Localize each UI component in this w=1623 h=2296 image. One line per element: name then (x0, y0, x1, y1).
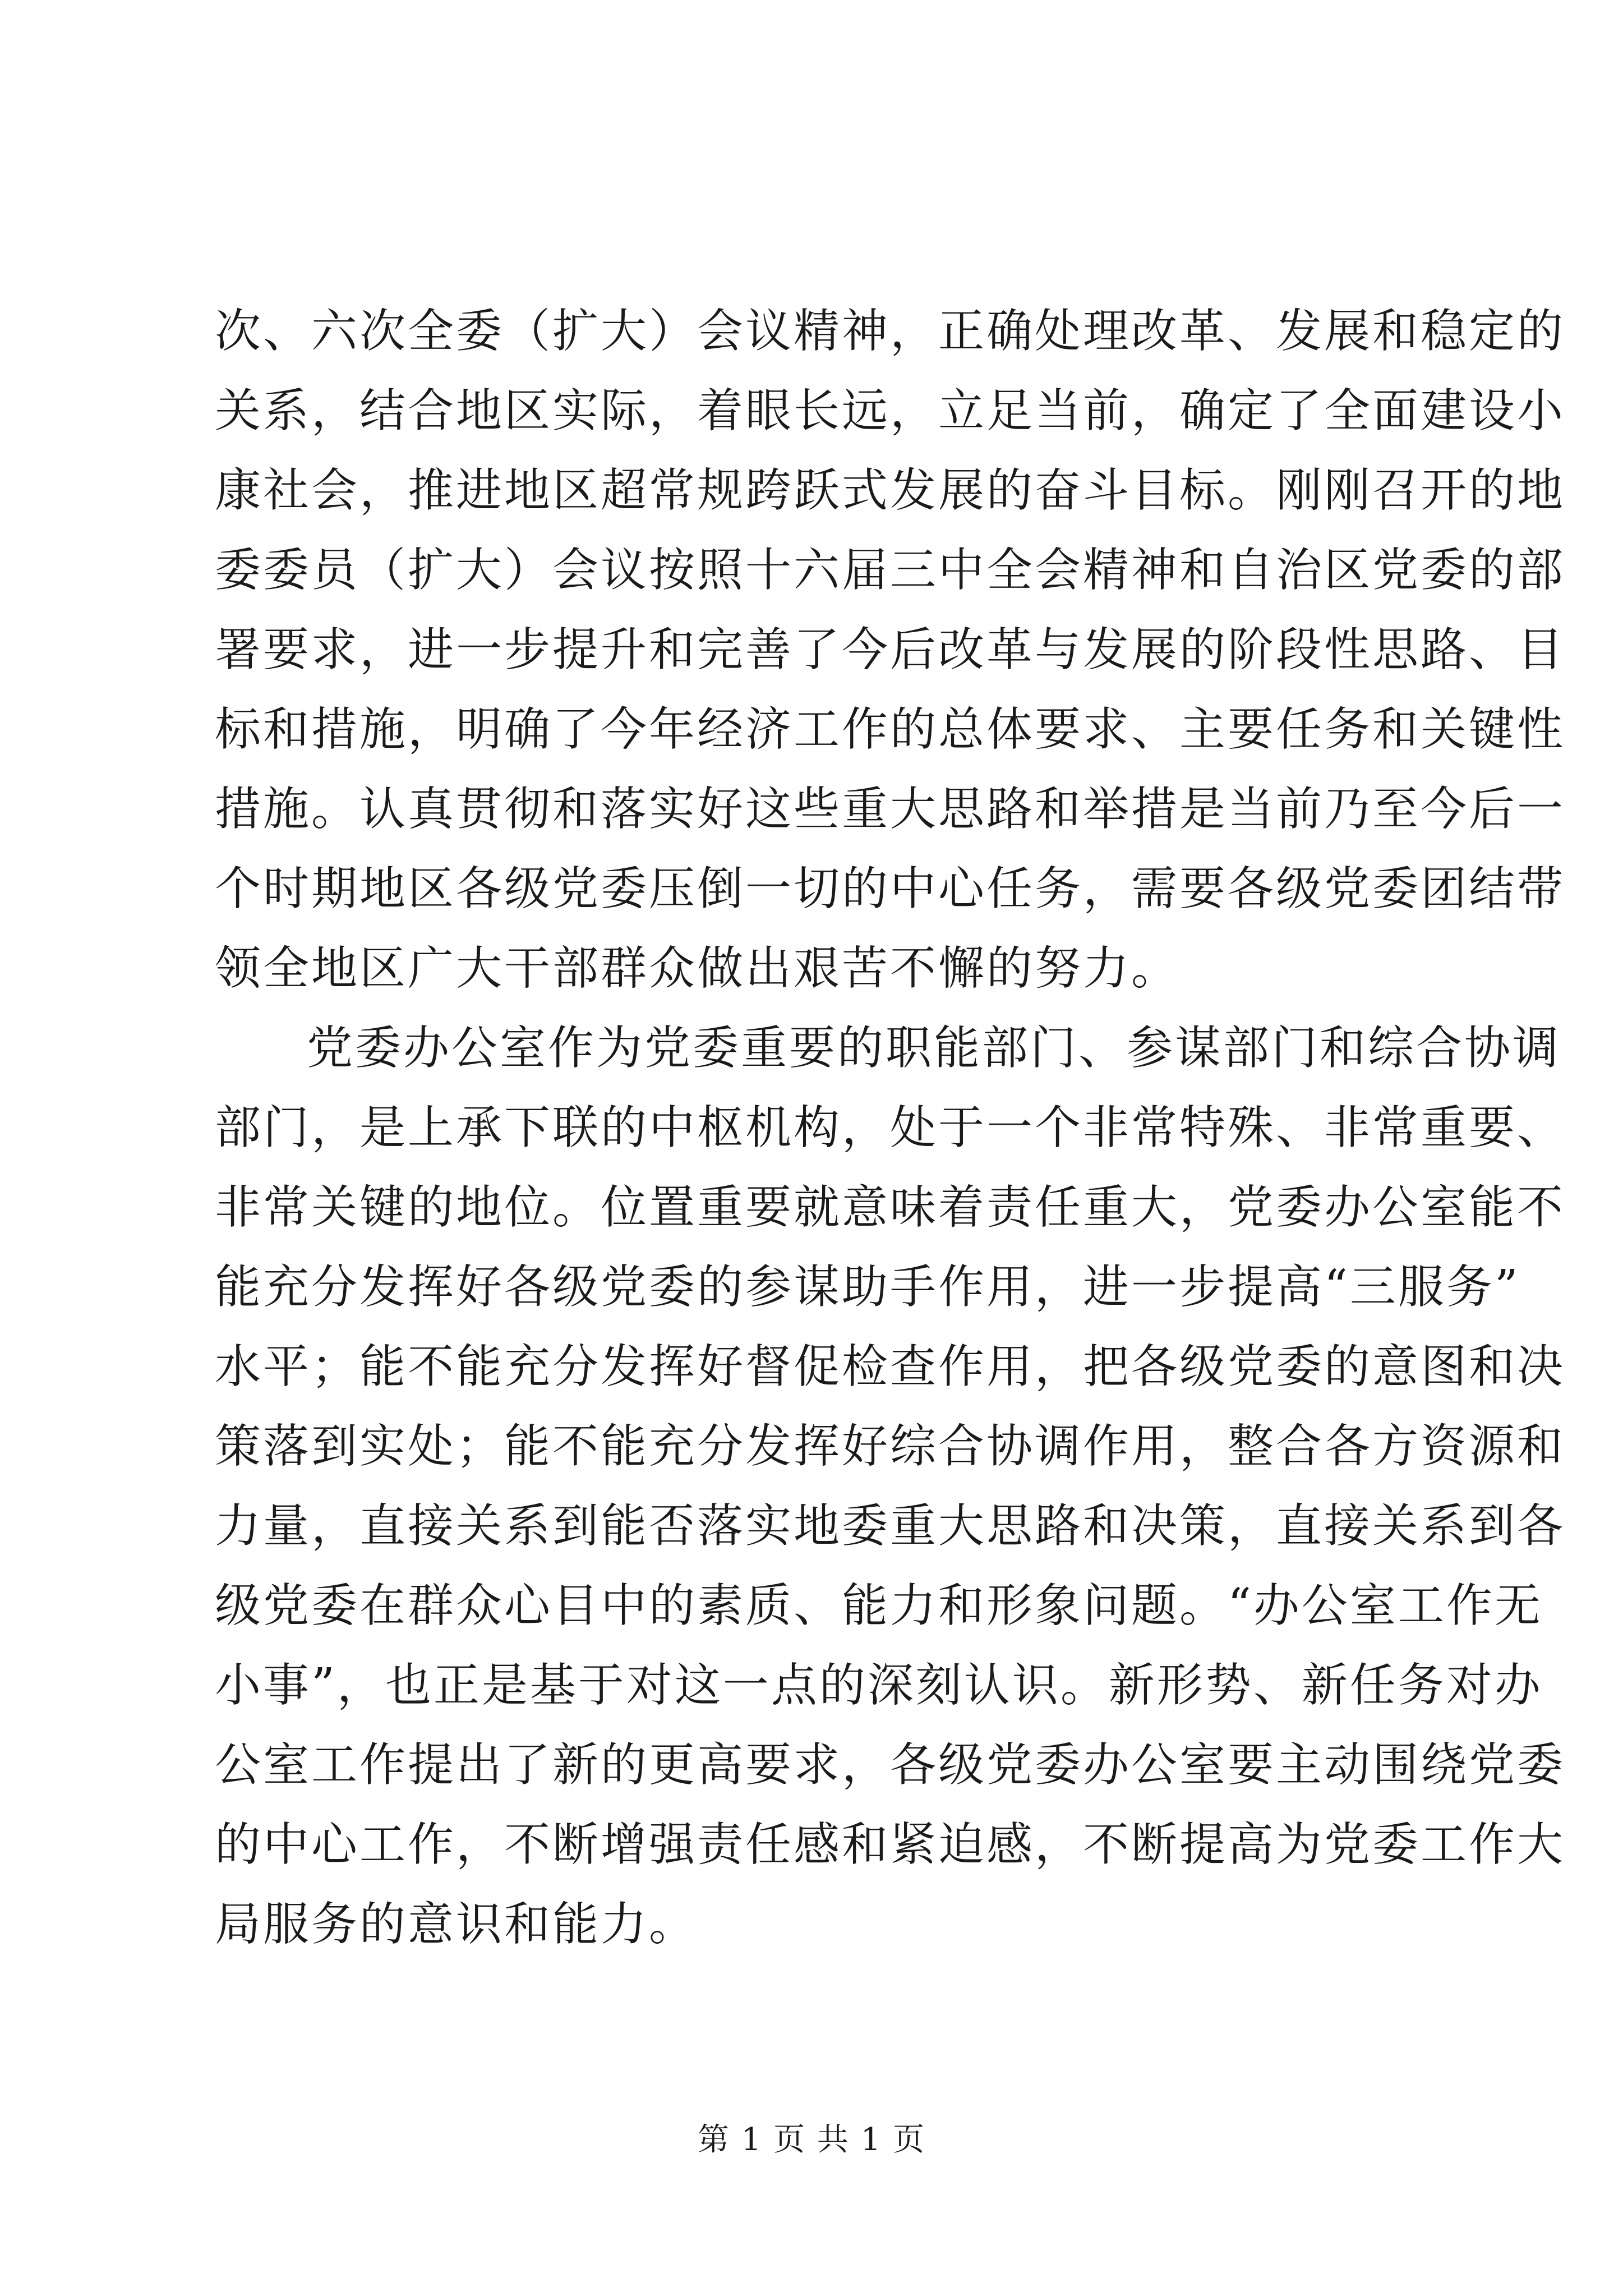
text-line: 策落到实处；能不能充分发挥好综合协调作用，整合各方资源和 (215, 1420, 1566, 1473)
page-footer: 第 1 页 共 1 页 (697, 2122, 926, 2158)
text-line: 水平；能不能充分发挥好督促检查作用，把各级党委的意图和决 (215, 1340, 1566, 1393)
text-line: 力量，直接关系到能否落实地委重大思路和决策，直接关系到各 (215, 1499, 1566, 1553)
text-line: 署要求，进一步提升和完善了今后改革与发展的阶段性思路、目 (215, 623, 1566, 677)
text-line: 领全地区广大干部群众做出艰苦不懈的努力。 (215, 942, 1180, 995)
paragraph-2 (215, 1009, 1566, 1964)
text-line: 康社会，推进地区超常规跨跃式发展的奋斗目标。刚刚召开的地 (215, 464, 1566, 517)
text-line: 部门，是上承下联的中枢机构，处于一个非常特殊、非常重要、 (215, 1101, 1566, 1154)
text-line: 党委办公室作为党委重要的职能部门、参谋部门和综合协调 (307, 1022, 1561, 1075)
text-line: 措施。认真贯彻和落实好这些重大思路和举措是当前乃至今后一 (215, 783, 1566, 836)
text-line: 非常关键的地位。位置重要就意味着责任重大，党委办公室能不 (215, 1181, 1566, 1234)
text-line: 个时期地区各级党委压倒一切的中心任务，需要各级党委团结带 (215, 862, 1566, 915)
document-body (215, 292, 1566, 1964)
text-line: 公室工作提出了新的更高要求，各级党委办公室要主动围绕党委 (215, 1738, 1566, 1792)
text-line: 小事”，也正是基于对这一点的深刻认识。新形势、新任务对办 (215, 1659, 1543, 1712)
text-line: 局服务的意识和能力。 (215, 1898, 698, 1951)
text-line: 次、六次全委（扩大）会议精神，正确处理改革、发展和稳定的 (215, 305, 1566, 358)
text-line: 能充分发挥好各级党委的参谋助手作用，进一步提高“三服务” (215, 1260, 1520, 1314)
text-line: 的中心工作，不断增强责任感和紧迫感，不断提高为党委工作大 (215, 1818, 1566, 1871)
text-line: 级党委在群众心目中的素质、能力和形象问题。“办公室工作无 (215, 1579, 1543, 1632)
text-line: 标和措施，明确了今年经济工作的总体要求、主要任务和关键性 (215, 703, 1566, 756)
text-line: 关系，结合地区实际，着眼长远，立足当前，确定了全面建设小 (215, 384, 1566, 438)
text-line: 委委员（扩大）会议按照十六届三中全会精神和自治区党委的部 (215, 544, 1566, 597)
paragraph-1 (215, 292, 1566, 1009)
